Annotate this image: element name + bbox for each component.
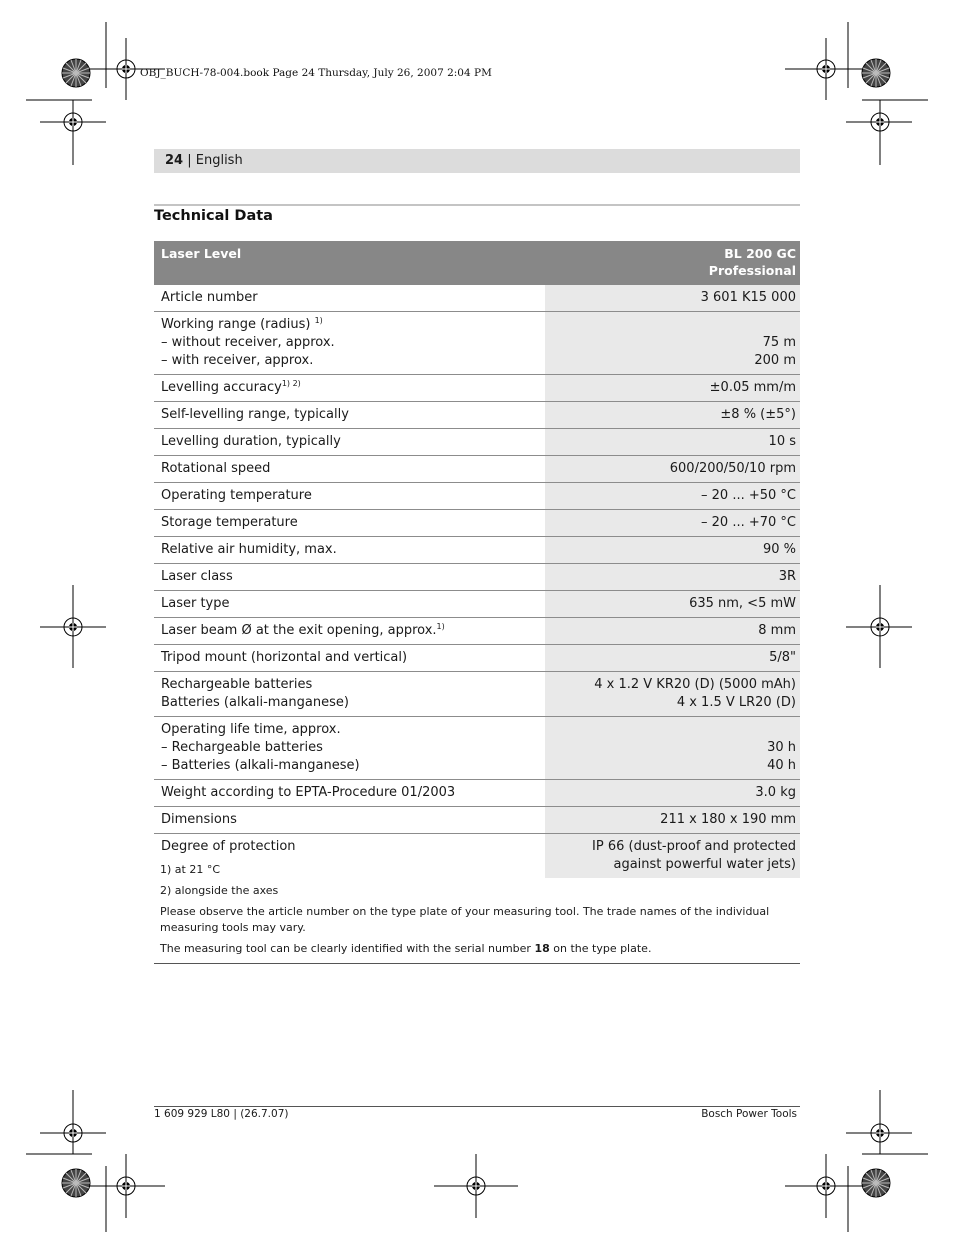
- footer-rule: [154, 1106, 800, 1107]
- row-value: 211 x 180 x 190 mm: [545, 807, 800, 834]
- row-label: Levelling duration, typically: [154, 429, 545, 456]
- section-divider: [154, 204, 800, 206]
- row-label: Operating life time, approx. – Rechargeable batteries – Batteries (alkali-manganese): [154, 717, 545, 780]
- row-value: 4 x 1.2 V KR20 (D) (5000 mAh) 4 x 1.5 V LR20 (D): [545, 672, 800, 717]
- row-value: IP 66 (dust-proof and protected against powerful water jets): [545, 834, 800, 879]
- note-article-number: Please observe the article number on the type plate of your measuring tool. The trade names of the individual measuring tools may vary.: [160, 905, 770, 934]
- header-model: [545, 241, 800, 285]
- footnote-ref: 1): [436, 622, 445, 631]
- footnote-ref: 1) 2): [281, 379, 301, 388]
- row-value: 90 %: [545, 537, 800, 564]
- row-label: Self-levelling range, typically: [154, 402, 545, 429]
- table-header-row: [154, 241, 800, 285]
- row-label: Rechargeable batteries Batteries (alkali-manganese): [154, 672, 545, 717]
- row-value: 635 nm, <5 mW: [545, 591, 800, 618]
- row-label: Weight according to EPTA-Procedure 01/2003: [154, 780, 545, 807]
- row-value: – 20 ... +50 °C: [545, 483, 800, 510]
- table-row: [154, 375, 800, 402]
- section-title: Technical Data: [154, 208, 273, 224]
- row-value: 3 601 K15 000: [545, 285, 800, 312]
- row-label: Relative air humidity, max.: [154, 537, 545, 564]
- row-label: Dimensions: [154, 807, 545, 834]
- table-row: [154, 456, 800, 483]
- page-language: English: [195, 153, 243, 168]
- row-label: Levelling accuracy$^{1) 2)}$: [154, 375, 545, 402]
- row-value: 3.0 kg: [545, 780, 800, 807]
- table-row: [154, 645, 800, 672]
- row-value: 10 s: [545, 429, 800, 456]
- row-label: Rotational speed: [154, 456, 545, 483]
- row-label: Laser class: [154, 564, 545, 591]
- row-value: 8 mm: [545, 618, 800, 645]
- row-value: 30 h 40 h: [545, 717, 800, 780]
- row-label: Storage temperature: [154, 510, 545, 537]
- table-row: [154, 312, 800, 375]
- table-row: [154, 429, 800, 456]
- row-value: – 20 ... +70 °C: [545, 510, 800, 537]
- row-value: ±8 % (±5°): [545, 402, 800, 429]
- row-label: Laser beam Ø at the exit opening, approx.$^{1)}$: [154, 618, 545, 645]
- row-value: 75 m 200 m: [545, 312, 800, 375]
- page-number: 24: [165, 153, 184, 168]
- row-label: Operating temperature: [154, 483, 545, 510]
- header-model-name: BL 200 GC: [724, 246, 796, 261]
- row-sublabel: – with receiver, approx.: [161, 353, 314, 368]
- table-row: [154, 780, 800, 807]
- table-row: [154, 402, 800, 429]
- technical-data-table: [154, 241, 800, 878]
- header-label: Laser Level: [154, 241, 545, 285]
- table-row: [154, 591, 800, 618]
- row-label: Article number: [154, 285, 545, 312]
- row-label: Working range (radius) $^{1)}$ – without receiver, approx. – with receiver, approx.: [154, 312, 545, 375]
- row-value: 600/200/50/10 rpm: [545, 456, 800, 483]
- footnote-ref: 1): [314, 316, 323, 325]
- table-row: [154, 510, 800, 537]
- row-value: 5/8": [545, 645, 800, 672]
- table-row: [154, 717, 800, 780]
- row-label: Degree of protection: [161, 839, 296, 854]
- page-separator: |: [183, 153, 196, 168]
- table-row: [154, 537, 800, 564]
- book-file-header: OBJ_BUCH-78-004.book Page 24 Thursday, July 26, 2007 2:04 PM: [140, 67, 492, 79]
- footer-brand: Bosch Power Tools: [701, 1108, 797, 1120]
- table-row: [154, 672, 800, 717]
- content-end-rule: [154, 963, 800, 964]
- row-sublabel: – Rechargeable batteries: [161, 740, 323, 755]
- row-label: Tripod mount (horizontal and vertical): [154, 645, 545, 672]
- footnote-2: 2) alongside the axes: [160, 884, 279, 897]
- row-sublabel: – without receiver, approx.: [161, 335, 335, 350]
- page-header-band: [154, 149, 800, 173]
- footnotes: [160, 862, 800, 962]
- footer-doc-number: 1 609 929 L80 | (26.7.07): [154, 1108, 289, 1120]
- table-row: [154, 285, 800, 312]
- row-sublabel: – Batteries (alkali-manganese): [161, 758, 360, 773]
- note-serial-number: The measuring tool can be clearly identified with the serial number 18 on the type plate.: [160, 942, 652, 955]
- row-value: ±0.05 mm/m: [545, 375, 800, 402]
- table-row: [154, 564, 800, 591]
- table-row: [154, 483, 800, 510]
- table-row: [154, 618, 800, 645]
- table-row: [154, 807, 800, 834]
- footnote-1: 1) at 21 °C: [160, 863, 221, 876]
- row-value: 3R: [545, 564, 800, 591]
- header-model-suffix: Professional: [708, 263, 796, 278]
- row-label: Laser type: [154, 591, 545, 618]
